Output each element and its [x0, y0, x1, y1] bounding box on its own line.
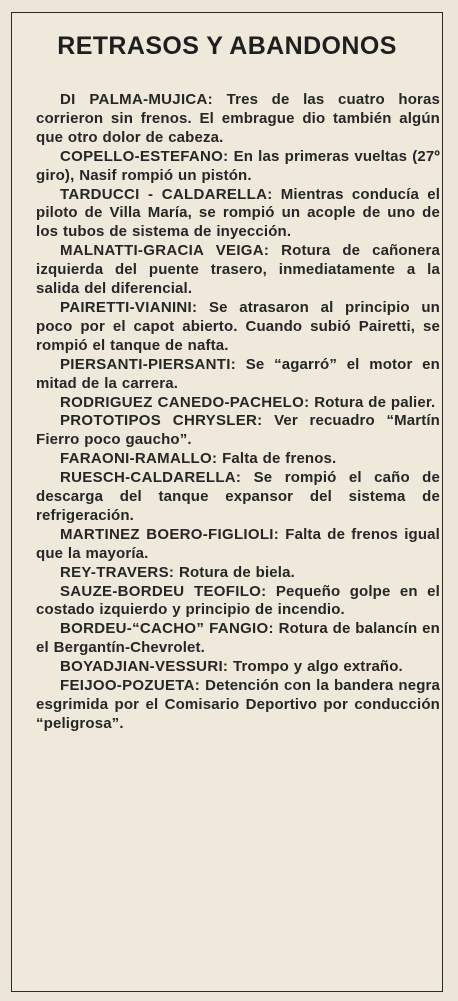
item-text: Rotura de palier.: [314, 393, 436, 411]
item-name: TARDUCCI - CALDARELLA:: [60, 185, 273, 203]
item-name: COPELLO-ESTEFANO:: [60, 147, 229, 165]
item-name: PAIRETTI-VIANINI:: [60, 298, 198, 316]
item-text: Rotura de balancín en el Bergantín-Chevrolet.: [36, 620, 440, 657]
list-item: [36, 450, 440, 469]
item-name: SAUZE-BORDEU TEOFILO:: [60, 582, 267, 600]
item-text: Se rompió el caño de descarga del tanque expansor del sistema de refrigeración.: [36, 469, 440, 524]
item-name: REY-TRAVERS:: [60, 563, 175, 581]
list-item: [36, 394, 440, 413]
article-body: [36, 91, 440, 734]
list-item: [36, 356, 440, 394]
item-text: Falta de frenos igual que la mayoría.: [36, 525, 440, 562]
item-text: Trompo y algo extraño.: [233, 658, 403, 676]
item-text: Rotura de cañonera izquierda del puente trasero, inmediatamente a la salida del diferencial.: [36, 242, 440, 298]
item-name: PIERSANTI-PIERSANTI:: [60, 355, 237, 373]
item-name: BOYADJIAN-VESSURI:: [60, 658, 229, 676]
item-name: DI PALMA-MUJICA:: [60, 91, 213, 108]
list-item: [36, 564, 440, 583]
list-item: [36, 583, 440, 621]
item-name: MALNATTI-GRACIA VEIGA:: [60, 242, 270, 260]
list-item: [36, 242, 440, 299]
item-name: BORDEU-“CACHO” FANGIO:: [60, 620, 274, 638]
list-item: [36, 299, 440, 356]
list-item: [36, 620, 440, 658]
article-box: [11, 12, 443, 992]
item-name: MARTINEZ BOERO-FIGLIOLI:: [60, 525, 280, 543]
item-text: En las primeras vueltas (27º giro), Nasif rompió un pistón.: [36, 147, 440, 184]
article-title: RETRASOS Y ABANDONOS: [57, 32, 397, 60]
list-item: [36, 186, 440, 243]
list-item: [36, 658, 440, 677]
item-text: Pequeño golpe en el costado izquierdo y principio de incendio.: [36, 582, 440, 619]
list-item: [36, 469, 440, 526]
item-text: Mientras conducía el piloto de Villa María, se rompió un acople de uno de los tubos de sistema de inyección.: [36, 185, 441, 241]
item-text: Detención con la bandera negra esgrimida por el Comisario Deportivo por conducción “peligrosa”.: [36, 677, 440, 732]
item-text: Rotura de biela.: [179, 563, 295, 581]
item-text: Se atrasaron al principio un poco por el capot abierto. Cuando subió Pairetti, se rompió el tanque de nafta.: [36, 298, 440, 354]
item-text: Tres de las cuatro horas corrieron sin frenos. El embrague dio también algún que otro dolor de cabeza.: [36, 91, 440, 146]
item-name: PROTOTIPOS CHRYSLER:: [60, 412, 263, 430]
item-text: Falta de frenos.: [222, 450, 337, 468]
list-item: [36, 148, 440, 186]
list-item: [36, 91, 440, 148]
item-text: Ver recuadro “Martín Fierro poco gaucho”.: [36, 412, 440, 449]
list-item: [36, 526, 440, 564]
list-item: [36, 412, 440, 450]
list-item: [36, 677, 440, 734]
item-name: RODRIGUEZ CANEDO-PACHELO:: [60, 393, 310, 411]
item-name: RUESCH-CALDARELLA:: [60, 469, 242, 487]
item-text: Se “agarró” el motor en mitad de la carrera.: [36, 355, 440, 392]
item-name: FARAONI-RAMALLO:: [60, 450, 218, 468]
item-name: FEIJOO-POZUETA:: [60, 677, 201, 695]
